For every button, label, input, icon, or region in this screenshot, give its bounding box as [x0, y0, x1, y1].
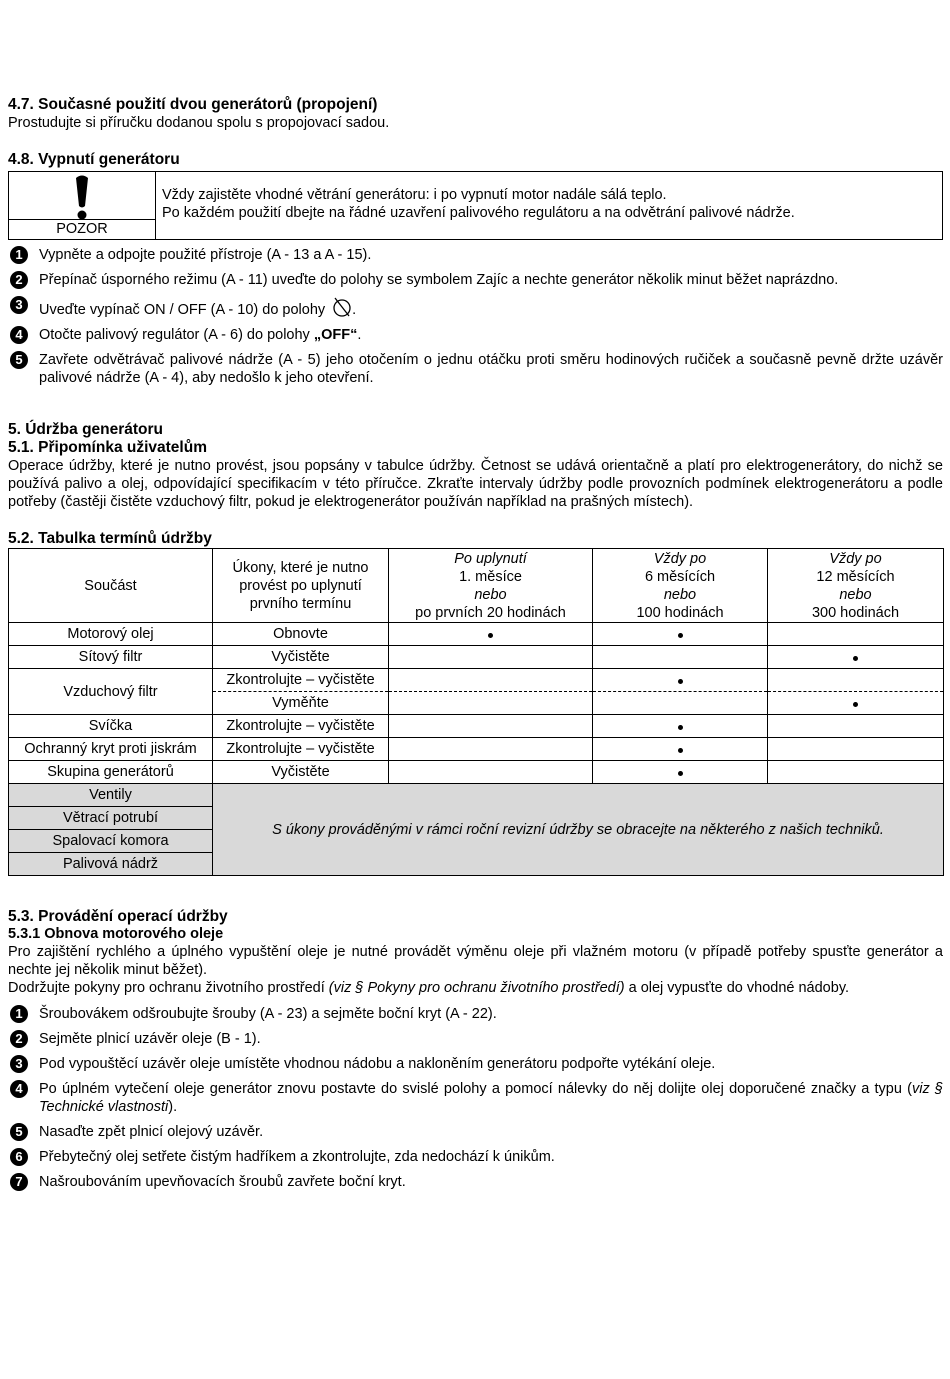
table-row-grey: Palivová nádrž — [9, 853, 944, 876]
section-5-3-1-title: 5.3.1 Obnova motorového oleje — [8, 926, 224, 942]
shutdown-steps — [8, 246, 943, 387]
header-interval-2: Vždy po 6 měsících nebo 100 hodinách — [593, 549, 768, 623]
step-number-icon: 2 — [10, 271, 28, 289]
section-4-7-title: 4.7. Současné použití dvou generátorů (propojení) — [8, 96, 378, 113]
list-item: 5 Zavřete odvětrávač palivové nádrže (A - 5) jeho otočením o jednu otáčku proti směru hodinových ručiček a současně pevně držte uzávěr palivové nádrže (A - 4), aby nedošlo k jeho otevření. — [8, 351, 943, 387]
bullet-icon — [678, 679, 683, 684]
table-row-grey: Spalovací komora — [9, 830, 944, 853]
section-5-3-1-text-2: Dodržujte pokyny pro ochranu životního prostředí (viz § Pokyny pro ochranu životního prostředí) a olej vypusťte do vhodné nádoby. — [8, 980, 850, 996]
step-number-icon: 4 — [10, 1080, 28, 1098]
bullet-icon — [853, 656, 858, 661]
step-number-icon: 1 — [10, 246, 28, 264]
warning-symbol-cell — [9, 172, 156, 239]
bullet-icon — [853, 702, 858, 707]
section-5-title: 5. Údržba generátoru — [8, 421, 164, 438]
table-row: Motorový olej Obnovte — [9, 623, 944, 646]
list-item: 3 Uveďte vypínač ON / OFF (A - 10) do polohy . — [8, 296, 943, 319]
bullet-icon — [678, 748, 683, 753]
header-part: Součást — [9, 549, 213, 623]
list-item: 2 Přepínač úsporného režimu (A - 11) uveďte do polohy se symbolem Zajíc a nechte generátor několik minut běžet naprázdno. — [8, 271, 943, 289]
bullet-icon — [678, 725, 683, 730]
bullet-icon — [678, 771, 683, 776]
step-number-icon: 3 — [10, 1055, 28, 1073]
section-4-7-text: Prostudujte si příručku dodanou spolu s propojovací sadou. — [8, 115, 390, 131]
list-item: 1 Šroubovákem odšroubujte šrouby (A - 23) a sejměte boční kryt (A - 22). — [8, 1005, 943, 1023]
section-5-3-1-text-1: Pro zajištění rychlého a úplného vypuštění oleje je nutné provádět výměnu oleje při vlažném motoru (v případě potřeby spusťte generátor a nechte jej několik minut běžet). — [8, 944, 943, 978]
step-number-icon: 2 — [10, 1030, 28, 1048]
header-interval-1: Po uplynutí 1. měsíce nebo po prvních 20 hodinách — [389, 549, 593, 623]
warning-label: POZOR — [9, 219, 155, 239]
warning-box — [8, 171, 943, 240]
step-number-icon: 6 — [10, 1148, 28, 1166]
bullet-icon — [678, 633, 683, 638]
step-number-icon: 3 — [10, 296, 28, 314]
list-item: 4 Otočte palivový regulátor (A - 6) do polohy „OFF“. — [8, 326, 943, 344]
section-5-1-text: Operace údržby, které je nutno provést, jsou popsány v tabulce údržby. Četnost se udává orientačně a platí pro elektrogenerátory, do nichž se používá palivo a olej, odpovídající specifikacím v této příručce. Zkraťte intervaly údržby podle provozních podmínek elektrogenerátoru a podle potřeby (častěji čistěte vzduchový filtr, pokud je elektrogenerátor používán například na prašných místech). — [8, 458, 943, 510]
table-row-grey: Větrací potrubí — [9, 807, 944, 830]
step-number-icon: 5 — [10, 351, 28, 369]
oil-change-steps — [8, 1005, 943, 1191]
table-header-row — [9, 549, 944, 623]
list-item: 7 Našroubováním upevňovacích šroubů zavřete boční kryt. — [8, 1173, 943, 1191]
annual-service-note: S úkony prováděnými v rámci roční revizní údržby se obracejte na některého z našich techniků. — [213, 784, 944, 876]
warning-line-1: Vždy zajistěte vhodné větrání generátoru: i po vypnutí motor nadále sálá teplo. — [162, 187, 667, 203]
step-number-icon: 5 — [10, 1123, 28, 1141]
header-action: Úkony, které je nutno provést po uplynutí prvního termínu — [213, 549, 389, 623]
list-item: 6 Přebytečný olej setřete čistým hadříkem a zkontrolujte, zda nedochází k únikům. — [8, 1148, 943, 1166]
warning-text — [156, 172, 801, 239]
list-item: 1 Vypněte a odpojte použité přístroje (A - 13 a A - 15). — [8, 246, 943, 264]
table-row: Svíčka Zkontrolujte – vyčistěte — [9, 715, 944, 738]
table-row: Ochranný kryt proti jiskrám Zkontrolujte – vyčistěte — [9, 738, 944, 761]
warning-line-2: Po každém použití dbejte na řádné uzavření palivového regulátoru a na odvětrání palivové nádrže. — [162, 205, 795, 221]
table-row: Sítový filtr Vyčistěte — [9, 646, 944, 669]
off-position-icon — [332, 296, 352, 318]
section-5-1-title: 5.1. Připomínka uživatelům — [8, 439, 207, 456]
list-item: 2 Sejměte plnicí uzávěr oleje (B - 1). — [8, 1030, 943, 1048]
list-item: 3 Pod vypouštěcí uzávěr oleje umístěte vhodnou nádobu a nakloněním generátoru podpořte vytékání oleje. — [8, 1055, 943, 1073]
section-4-8-title: 4.8. Vypnutí generátoru — [8, 151, 180, 168]
list-item: 4 Po úplném vytečení oleje generátor znovu postavte do svislé polohy a pomocí nálevky do něj dolijte olej doporučené značky a typu (viz § Technické vlastnosti). — [8, 1080, 943, 1116]
maintenance-table — [8, 548, 944, 876]
step-number-icon: 1 — [10, 1005, 28, 1023]
header-interval-3: Vždy po 12 měsících nebo 300 hodinách — [768, 549, 944, 623]
exclamation-icon — [67, 174, 97, 220]
list-item: 5 Nasaďte zpět plnicí olejový uzávěr. — [8, 1123, 943, 1141]
bullet-icon — [488, 633, 493, 638]
table-row: Skupina generátorů Vyčistěte — [9, 761, 944, 784]
step-number-icon: 4 — [10, 326, 28, 344]
section-5-2-title: 5.2. Tabulka termínů údržby — [8, 530, 212, 547]
section-5-3-title: 5.3. Provádění operací údržby — [8, 908, 228, 925]
table-row-grey: Ventily S úkony prováděnými v rámci roční revizní údržby se obracejte na některého z našich techniků. — [9, 784, 944, 807]
step-number-icon: 7 — [10, 1173, 28, 1191]
table-row: Vyměňte — [9, 692, 944, 715]
table-row: Vzduchový filtr Zkontrolujte – vyčistěte — [9, 669, 944, 692]
